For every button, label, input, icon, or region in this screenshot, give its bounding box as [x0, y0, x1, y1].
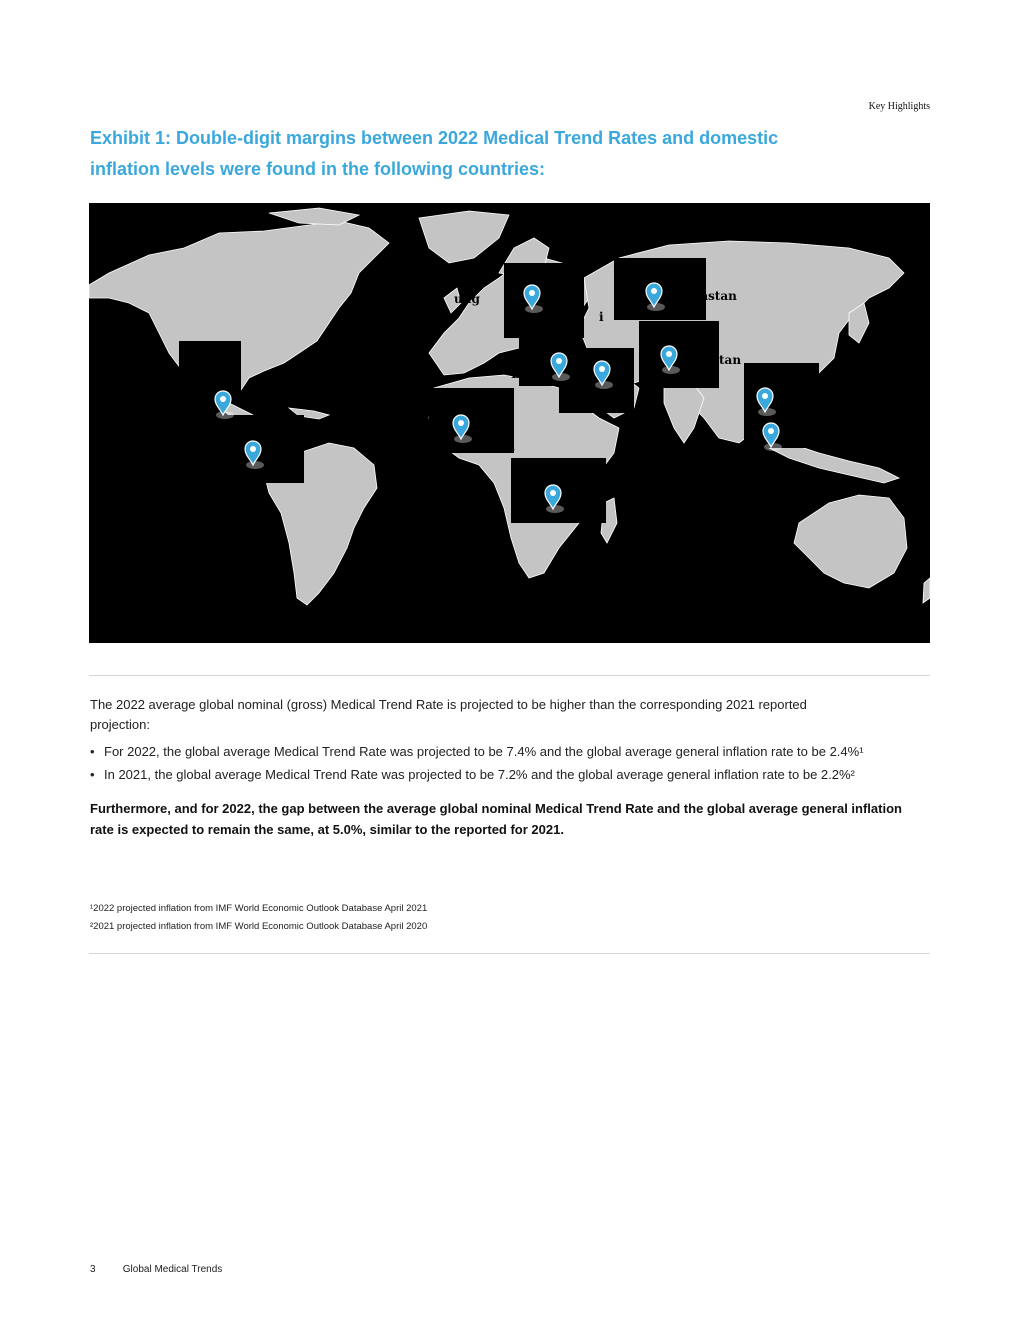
map-label: tan	[719, 353, 742, 367]
divider-top	[89, 675, 930, 676]
bullet-list	[90, 742, 930, 788]
footnotes	[90, 900, 427, 936]
intro-paragraph: The 2022 average global nominal (gross) Medical Trend Rate is projected to be higher than the corresponding 2021 reported projection:	[90, 697, 807, 732]
land-new-zealand	[923, 578, 930, 603]
label-box	[559, 348, 634, 413]
map-label: E	[511, 367, 521, 381]
bullet-item-2021: • In 2021, the global average Medical Trend Rate was projected to be 7.2% and the global average general inflation rate to be 2.2%²	[90, 765, 930, 788]
map-label: i	[599, 310, 604, 324]
page-footer	[90, 1264, 222, 1275]
map-label: t	[509, 440, 515, 454]
conclusion-paragraph: Furthermore, and for 2022, the gap between the average global nominal Medical Trend Rate and the global average general inflation rate is expected to remain the same, at 5.0%, similar to the reported for 2021.	[90, 801, 902, 837]
world-map	[89, 203, 930, 643]
world-map-svg	[89, 203, 930, 643]
label-box	[504, 263, 584, 338]
publication-name: Global Medical Trends	[122, 1264, 223, 1275]
label-box	[429, 388, 514, 453]
divider-bottom	[89, 953, 930, 954]
footnote-1: ¹2022 projected inflation from IMF World Economic Outlook Database April 2021	[90, 903, 428, 914]
label-box	[744, 363, 819, 448]
footnote-2: ²2021 projected inflation from IMF World Economic Outlook Database April 2020	[90, 921, 428, 932]
page-number: 3	[90, 1264, 96, 1275]
bullet-item-2022: • For 2022, the global average Medical Trend Rate was projected to be 7.4% and the global average general inflation rate to be 2.4%¹	[90, 742, 930, 765]
land-australia	[794, 495, 907, 588]
section-header: Key Highlights	[868, 101, 930, 112]
exhibit-title: Exhibit 1: Double-digit margins between 2022 Medical Trend Rates and domestic inflation levels were found in the following countries:	[90, 128, 779, 179]
map-label: khstan	[691, 289, 737, 303]
label-box	[179, 341, 241, 401]
label-box	[639, 321, 719, 388]
map-label: ung	[454, 292, 480, 306]
land-greenland	[419, 211, 509, 263]
